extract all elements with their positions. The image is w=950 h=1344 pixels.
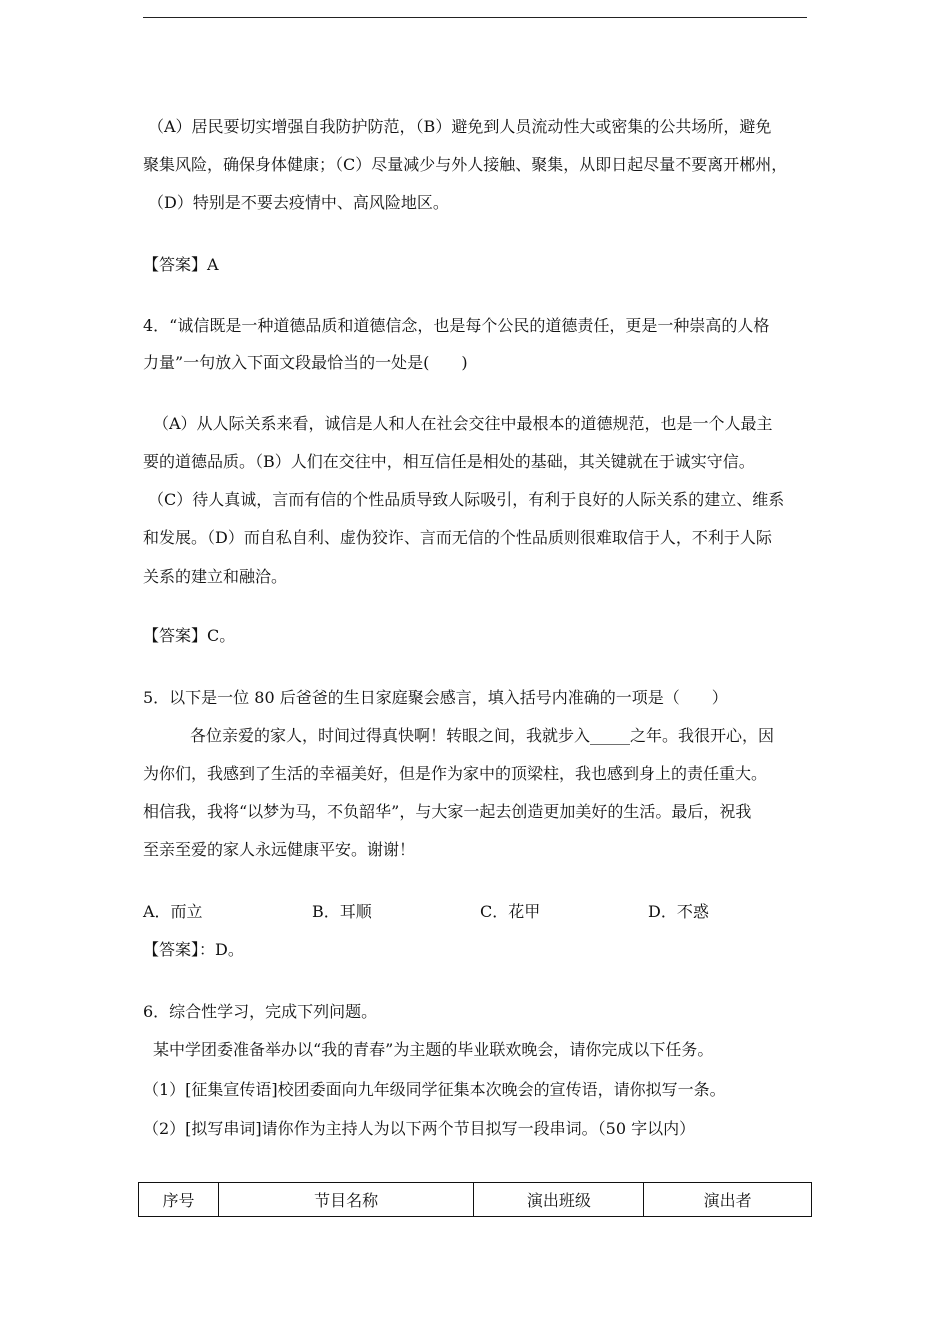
q6-task-1: （1）[征集宣传语]校团委面向九年级同学征集本次晚会的宣传语，请你拟写一条。: [143, 1080, 726, 1099]
header-class: 演出班级: [474, 1183, 644, 1217]
q5-answer: 【答案】：D。: [143, 940, 244, 959]
header-performer: 演出者: [644, 1183, 812, 1217]
q5-option-d: D．不惑: [648, 902, 709, 921]
q3-options-line-2: 聚集风险，确保身体健康；（C）尽量减少与外人接触、聚集，从即日起尽量不要离开郴州，: [143, 155, 788, 174]
q4-passage-line-3: （C）待人真诚，言而有信的个性品质导致人际吸引，有利于良好的人际关系的建立、维系: [148, 490, 785, 509]
q5-passage-line-4: 至亲至爱的家人永远健康平安。谢谢！: [143, 840, 416, 859]
q4-answer: 【答案】C。: [143, 626, 236, 645]
header-program-name: 节目名称: [218, 1183, 474, 1217]
header-index: 序号: [139, 1183, 219, 1217]
q5-option-c: C．花甲: [480, 902, 541, 921]
q4-passage-line-1: （A）从人际关系来看，诚信是人和人在社会交往中最根本的道德规范，也是一个人最主: [153, 414, 773, 433]
program-table: [138, 1182, 812, 1217]
q4-passage-line-5: 关系的建立和融洽。: [143, 567, 288, 586]
q6-intro: 某中学团委准备举办以“我的青春”为主题的毕业联欢晚会，请你完成以下任务。: [153, 1040, 714, 1059]
q4-passage-line-4: 和发展。（D）而自私自利、虚伪狡诈、言而无信的个性品质则很难取信于人，不利于人际: [143, 528, 772, 547]
q4-passage-line-2: 要的道德品质。（B）人们在交往中，相互信任是相处的基础，其关键就在于诚实守信。: [143, 452, 755, 471]
q5-passage-line-1: 各位亲爱的家人，时间过得真快啊！转眼之间，我就步入_____之年。我很开心，因: [190, 726, 775, 745]
q3-answer: 【答案】A: [143, 255, 219, 274]
program-table-header-row: [139, 1183, 812, 1217]
q6-stem: 6．综合性学习，完成下列问题。: [143, 1002, 378, 1021]
header-rule: [143, 17, 807, 18]
q3-options-line-1: （A）居民要切实增强自我防护防范，（B）避免到人员流动性大或密集的公共场所，避免: [148, 117, 772, 136]
q4-stem-line-2: 力量”一句放入下面文段最恰当的一处是( ): [143, 353, 468, 372]
q3-options-line-3: （D）特别是不要去疫情中、高风险地区。: [148, 193, 449, 212]
q5-option-a: A．而立: [143, 902, 203, 921]
q4-stem-line-1: 4．“诚信既是一种道德品质和道德信念，也是每个公民的道德责任，更是一种崇高的人格: [143, 316, 770, 335]
q5-passage-line-3: 相信我，我将“以梦为马，不负韶华”，与大家一起去创造更加美好的生活。最后，祝我: [143, 802, 752, 821]
q5-passage-line-2: 为你们，我感到了生活的幸福美好，但是作为家中的顶梁柱，我也感到身上的责任重大。: [143, 764, 768, 783]
q6-task-2: （2）[拟写串词]请你作为主持人为以下两个节目拟写一段串词。（50 字以内）: [143, 1119, 696, 1138]
q5-stem: 5．以下是一位 80 后爸爸的生日家庭聚会感言，填入括号内准确的一项是（ ）: [143, 688, 728, 707]
q5-option-b: B．耳顺: [312, 902, 372, 921]
